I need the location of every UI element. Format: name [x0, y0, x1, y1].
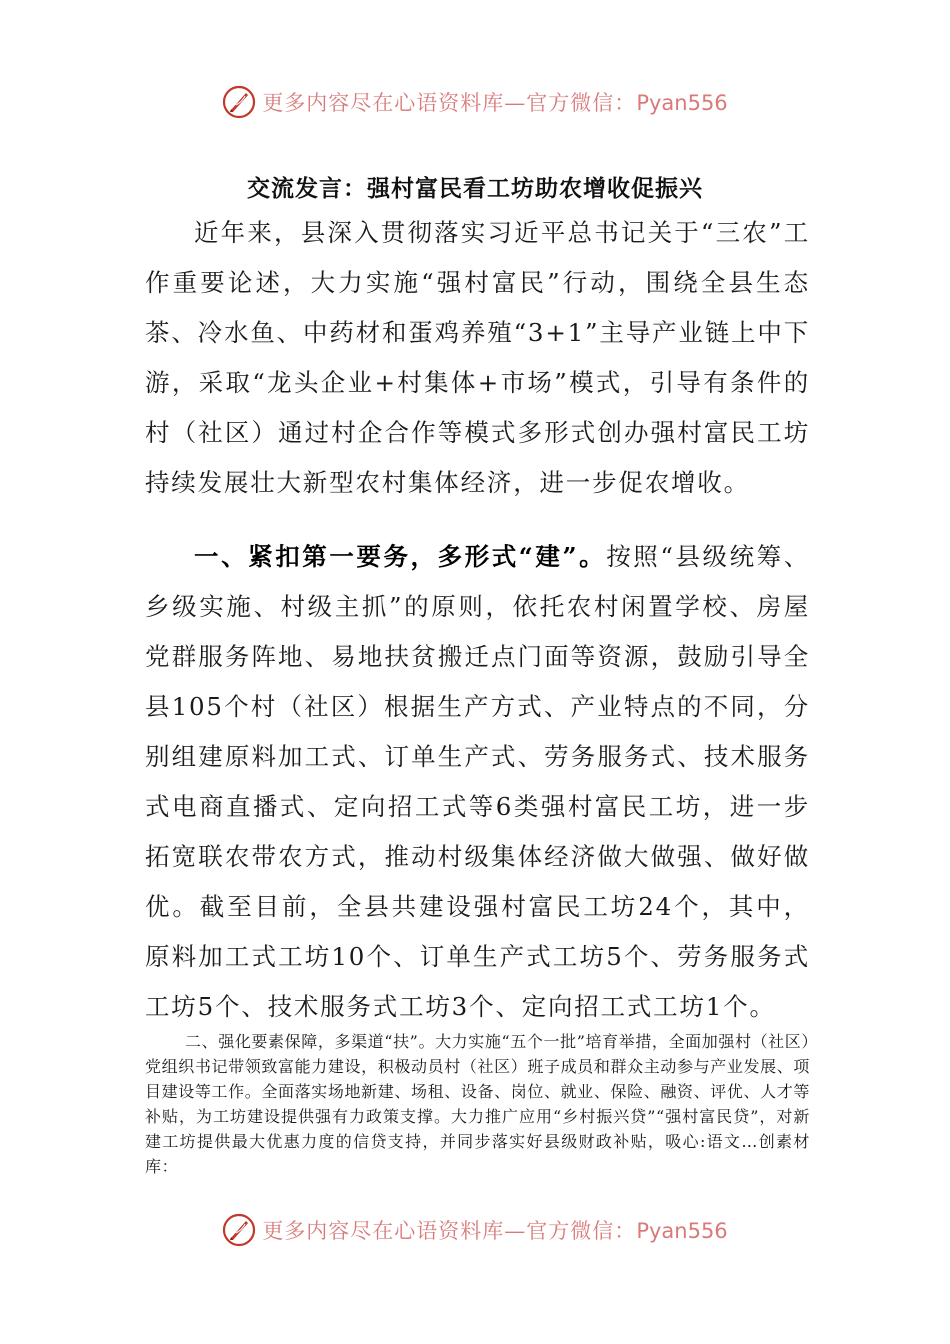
watermark-text: 更多内容尽在心语资料库—官方微信：Pyan556 [262, 1219, 728, 1243]
section-one-paragraph [145, 532, 810, 1032]
section-two-paragraph: 二、强化要素保障，多渠道“扶”。大力实施“五个一批”培育举措，全面加强村（社区）党组织书记带领致富能力建设，积极动员村（社区）班子成员和群众主动参与产业发展、项目建设等工作。全面落实场地新建、场租、设备、岗位、就业、保险、融资、评优、人才等补贴，为工坊建设提供强有力政策支撑。大力推广应用“乡村振兴贷”“强村富民贷”，对新建工坊提供最大优惠力度的信贷支持，并同步落实好县级财政补贴，吸心:语文…创素材库： [145, 1032, 810, 1176]
section-one-heading: 一、紧扣第一要务，多形式“建”。 [194, 542, 607, 571]
quill-logo-icon [222, 1213, 256, 1247]
watermark-banner-bottom [0, 1208, 950, 1252]
watermark-text: 更多内容尽在心语资料库—官方微信：Pyan556 [262, 91, 728, 115]
section-one-body: 按照“县级统筹、乡级实施、村级主抓”的原则，依托农村闲置学校、房屋党群服务阵地、易地扶贫搬迁点门面等资源，鼓励引导全县105个村（社区）根据生产方式、产业特点的不同，分别组建原料加工式、订单生产式、劳务服务式、技术服务式电商直播式、定向招工式等6类强村富民工坊，进一步拓宽联农带农方式，推动村级集体经济做大做强、做好做优。截至目前，全县共建设强村富民工坊24个，其中，原料加工式工坊10个、订单生产式工坊5个、劳务服务式工坊5个、技术服务式工坊3个、定向招工式工坊1个。 [145, 542, 810, 1021]
document-title: 交流发言：强村富民看工坊助农增收促振兴 [247, 175, 703, 202]
intro-paragraph: 近年来，县深入贯彻落实习近平总书记关于“三农”工作重要论述，大力实施“强村富民”行动，围绕全县生态茶、冷水鱼、中药材和蛋鸡养殖“3+1”主导产业链上中下游，采取“龙头企业+村集体+市场”模式，引导有条件的村（社区）通过村企合作等模式多形式创办强村富民工坊持续发展壮大新型农村集体经济，进一步促农增收。 [145, 218, 810, 497]
watermark-banner-top [0, 80, 950, 124]
quill-logo-icon [222, 85, 256, 119]
